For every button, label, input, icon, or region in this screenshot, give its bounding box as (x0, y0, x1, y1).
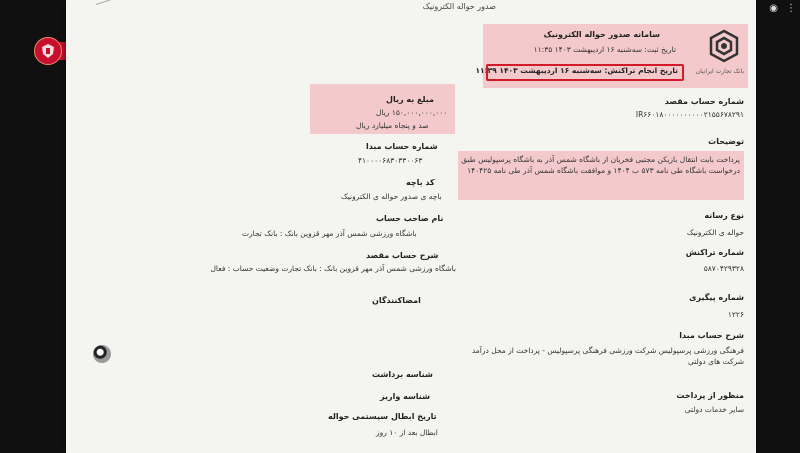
owner-value: باشگاه ورزشی شمس آذر مهر قزوین بانک : بانک تجارت (242, 229, 417, 238)
document-header-title: صدور حواله الکترونیک (422, 2, 496, 11)
description-label: توضیحات (708, 137, 744, 146)
media-type-value: حواله ی الکترونیک (686, 228, 744, 237)
punch-hole (93, 345, 111, 363)
signers-label: امضاکنندگان (372, 296, 421, 305)
payment-id-label: شناسه برداشت (372, 370, 433, 379)
owner-label: نام صاحب حساب (376, 214, 444, 223)
dest-desc-label: شرح حساب مقصد (366, 251, 439, 260)
dest-desc-value: باشگاه ورزشی شمس آذر مهر قزوین بانک : بانک تجارت وضعیت حساب : فعال (210, 264, 456, 273)
registration-date: تاریخ ثبت: سه‌شنبه ۱۶ اردیبهشت ۱۴۰۳ ۱۱:۳۵ (533, 45, 676, 54)
transaction-date: تاریخ انجام تراکنش: سه‌شنبه ۱۶ اردیبهشت ۱۴۰۳ ۱۱:۳۹ (475, 66, 678, 75)
amount-value: ۱۵۰,۰۰۰,۰۰۰,۰۰۰ ریال (376, 108, 448, 117)
dest-account-value: IR۶۶۰۱۸۰۰۰۰۰۰۰۰۰۰۲۱۵۵۶۷۸۲۹۱ (635, 110, 744, 119)
transaction-date-highlight (486, 64, 684, 81)
deposit-id-label: شناسه واریز (380, 392, 430, 401)
amount-label: مبلغ به ریال (386, 95, 434, 104)
origin-account-label: شماره حساب مبدا (366, 142, 438, 151)
bank-logo-icon (706, 28, 742, 64)
expiry-value: ابطال بعد از ۱۰ روز (376, 428, 438, 437)
paper-fold (96, 0, 201, 5)
origin-desc-value: فرهنگی ورزشی پرسپولیس شرکت ورزشی فرهنگی پرسپولیس - پرداخت از محل درآمد شرکت های دولتی (471, 346, 744, 366)
batch-code-label: کد باچه (406, 178, 435, 187)
purpose-value: سایر خدمات دولتی (684, 405, 744, 414)
dest-account-label: شماره حساب مقصد (664, 97, 744, 106)
media-type-label: نوع رسانه (704, 211, 744, 220)
purpose-label: منظور از پرداخت (676, 391, 744, 400)
transaction-no-value: ۵۸۷۰۴۲۹۳۲۸ (703, 264, 744, 273)
more-vert-icon[interactable]: ⋮ (786, 3, 796, 14)
broadcast-icon[interactable]: ◉ (769, 3, 778, 14)
persepolis-crest-icon (34, 37, 62, 65)
bank-logo-caption: بانک تجارت ایرانیان (695, 68, 744, 75)
transaction-no-label: شماره تراکنش (685, 248, 744, 257)
transfer-document (66, 0, 756, 453)
origin-account-value: ۴۱۰۰۰۰۶۸۳۰۳۳۰۰۶۳ (358, 156, 423, 165)
tracking-no-value: ۱۲۲۶ (727, 310, 744, 319)
description-value: پرداخت بابت انتقال بازیکن مجتبی فخریان از باشگاه شمس آذر به باشگاه پرسپولیس طبق درخواست باشگاه طی نامه ۵۷۳ ب ۱۴۰۴ و موافقت باشگاه شمس آذر طی نامه ۱۴۰۴۲۵ (461, 155, 740, 175)
amount-words: صد و پنجاه میلیارد ریال (356, 121, 429, 130)
tracking-no-label: شماره پیگیری (689, 293, 744, 302)
expiry-label: تاریخ ابطال سیستمی حواله (328, 412, 437, 421)
system-title: سامانه صدور حواله الکترونیک (543, 30, 660, 39)
video-controls (769, 3, 796, 14)
batch-code-value: باچه ی صدور حواله ی الکترونیک (341, 192, 442, 201)
origin-desc-label: شرح حساب مبدا (679, 331, 744, 340)
